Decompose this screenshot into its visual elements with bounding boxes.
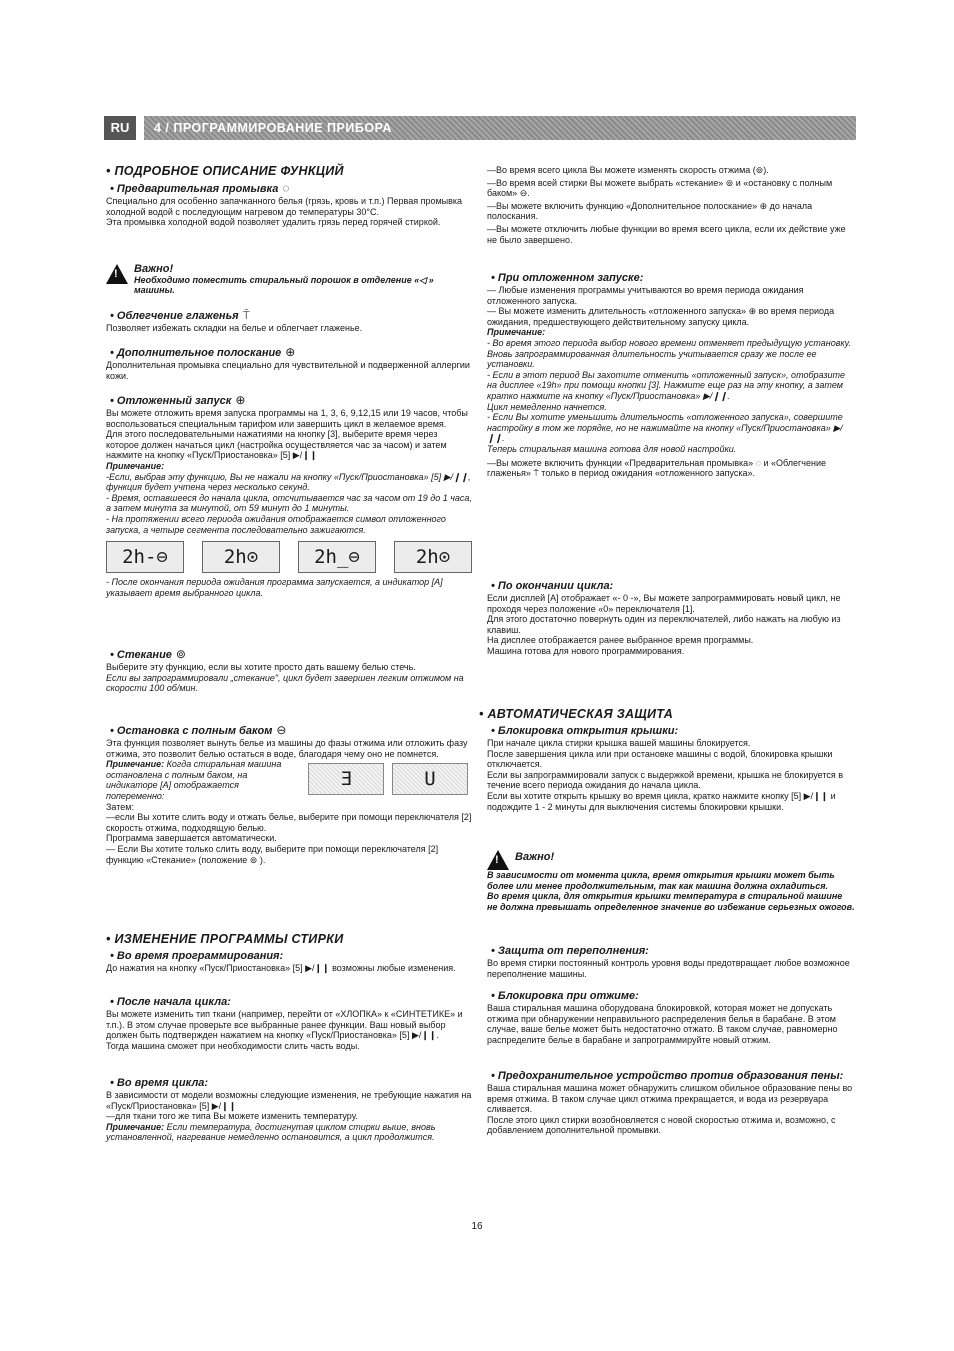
- section-title: 4 / ПРОГРАММИРОВАНИЕ ПРИБОРА: [144, 116, 856, 140]
- prog-section: [106, 950, 472, 974]
- option-line: —Во время всего цикла Вы можете изменять скорость отжима (⊚).: [487, 165, 769, 175]
- during-cycle-section: [106, 1077, 472, 1143]
- after-start-text-2: Тогда машина сможет при необходимости слить часть воды.: [106, 1040, 360, 1051]
- during-note-label: Примечание:: [106, 1121, 165, 1132]
- tank-note-row: [106, 759, 472, 801]
- prewash-heading: • Предварительная промывка ◌: [110, 181, 290, 195]
- prewash-text-2: Эта промывка холодной водой позволяет удалить грязь перед горячей стиркой.: [106, 217, 441, 228]
- end-text-3: На дисплее отображается ранее выбранное время программы.: [487, 635, 754, 646]
- delay-note-2: - Время, оставшееся до начала цикла, отсчитывается час за часом от 19 до 1 часа, а затем минута за минутой, от 59 минут до 1 минуты.: [106, 492, 472, 514]
- warning-label: Важно!: [515, 851, 555, 863]
- heading-change-program: • ИЗМЕНЕНИЕ ПРОГРАММЫ СТИРКИ: [106, 932, 344, 946]
- end-of-cycle-heading: • По окончании цикла:: [491, 580, 614, 592]
- foam-heading: • Предохранительное устройство против образования пены:: [491, 1070, 844, 1082]
- lid-text-1: При начале цикла стирки крышка вашей машины блокируется.: [487, 738, 751, 748]
- page-number: 16: [471, 1221, 483, 1232]
- after-start-heading: • После начала цикла:: [110, 996, 231, 1008]
- overflow-section: [487, 945, 855, 979]
- during-cycle-text: В зависимости от модели возможны следующие изменения, не требующие нажатия на «Пуск/Приостановка» [5] ▶/❙❙: [106, 1090, 472, 1111]
- drain-note: Если вы запрограммировали „стекание", цикл будет завершен легким отжимом на скорости 100 об/мин.: [106, 672, 464, 694]
- tank-note-label: Примечание:: [106, 759, 165, 770]
- display-sequence: [106, 541, 472, 573]
- delayed-note-2: - Если в этот период Вы захотите отменить «отложенный запуск», отобразите на дисплее «19h» при помощи кнопки [3]. Нажмите еще раз на эту кнопку, а затем кратко нажмите на кнопку «Пуск/Приостановка» ▶/❙❙.: [487, 369, 846, 401]
- option-line: —Вы можете отключить любые функции во время всего цикла, если их действие уже не было завершено.: [487, 223, 846, 245]
- warning-text-2: Во время цикла, для открытия крышки температура в стиральной машине не должна превышать определенное значение во избежание серьезных ожогов.: [487, 891, 855, 912]
- after-start-text: Вы можете изменить тип ткани (например, перейти от «ХЛОПКА» к «СИНТЕТИКЕ» и т.п.). В этом случае проверьте все выбранные ранее функции. Ваш новый выбор должен быть подтвержден нажатием на кнопку «Пуск/Приостановка» [5] ▶/❙❙.: [106, 1009, 463, 1041]
- after-start-section: [106, 996, 472, 1051]
- during-options: [487, 165, 855, 245]
- heading-auto-protection: • АВТОМАТИЧЕСКАЯ ЗАЩИТА: [479, 707, 674, 721]
- warning-text-1: В зависимости от момента цикла, время открытия крышки может быть более или менее продолжительным, так как машина должна охладиться.: [487, 870, 835, 891]
- display-readout: Ǝ: [308, 763, 384, 795]
- tank-option-2: — Если Вы хотите только слить воду, выберите при помощи переключателя [2] функцию «Стекание» (положение ⊚ ).: [106, 843, 439, 865]
- prog-heading: • Во время программирования:: [110, 950, 284, 962]
- foam-section: [487, 1070, 855, 1136]
- delay-text-2: Для этого последовательными нажатиями на кнопку [3], выберите время через которое должен начаться цикл (настройка осуществляется час за часом) и затем нажмите на кнопку «Пуск/Приостановка» [5] ▶/❙❙: [106, 429, 447, 461]
- warning-icon: !: [106, 264, 128, 284]
- delayed-note-label: Примечание:: [487, 327, 546, 338]
- end-of-cycle-section: [487, 580, 855, 657]
- rinse-icon: ⊕: [285, 345, 296, 359]
- delayed-text-2: — Вы можете изменить длительность «отложенного запуска» ⊕ во время периода ожидания, предшествующего действительному запуску цикла.: [487, 306, 835, 327]
- tank-heading: • Остановка с полным баком ⊖: [110, 723, 287, 737]
- tank-text: Эта функция позволяет вынуть белье из машины до фазы отжима или отложить фазу отжима, это позволит белью остаться в воде, благодаря чему оно не помнется.: [106, 738, 468, 759]
- drain-section: [106, 648, 472, 694]
- lid-lock-section: [487, 725, 855, 812]
- delayed-heading: • При отложенном запуске:: [491, 272, 644, 284]
- warning-label: Важно!: [134, 263, 174, 275]
- display-readout: 2h-⊖: [106, 541, 184, 573]
- delay-icon: ⊕: [235, 393, 246, 407]
- delay-heading: • Отложенный запуск ⊕: [110, 393, 246, 407]
- tank-option-1-b: Программа завершается автоматически.: [106, 833, 277, 844]
- foam-text-1: Ваша стиральная машина может обнаружить слишком обильное образование пены во время отжима. В таком случае цикл отжима прекращается, и вода из резервуара сливается.: [487, 1083, 853, 1115]
- delayed-note-3: - Если Вы хотите уменьшить длительность «отложенного запуска», совершите настройку в том же порядке, но не нажимайте на кнопку «Пуск/Приостановка» ▶/❙❙.: [487, 412, 843, 444]
- prewash-icon: ◌: [282, 181, 290, 195]
- delay-note-label: Примечание:: [106, 460, 165, 471]
- prewash-section: [106, 182, 472, 228]
- iron-icon: ⍑: [242, 308, 250, 322]
- delay-note-1: -Если, выбрав эту функцию, Вы не нажали на кнопку «Пуск/Приостановка» [5] ▶/❙❙, функция будет учтена через несколько секунд.: [106, 471, 471, 493]
- during-cycle-text-2: —для ткани того же типа Вы можете изменить температуру.: [106, 1111, 358, 1122]
- spin-lock-section: [487, 990, 855, 1045]
- option-line: —Вы можете включить функцию «Дополнительное полоскание» ⊕ до начала полоскания.: [487, 200, 813, 222]
- display-readout: U: [392, 763, 468, 795]
- rinse-section: [106, 346, 472, 381]
- warning-text: Необходимо поместить стиральный порошок в отделение «◁ » машины.: [134, 274, 434, 296]
- delay-note-3: - На протяжении всего периода ожидания отображается символ отложенного запуска, а четыре сегмента последовательно зажигаются.: [106, 513, 446, 535]
- end-text-4: Машина готова для нового программирования.: [487, 645, 685, 656]
- prewash-text: Специально для особенно запачканного белья (грязь, кровь и т.п.) Первая промывка холодной водой с последующим нагревом до температуры 30°С.: [106, 196, 463, 217]
- delayed-note-1: - Во время этого периода выбор нового времени отменяет предыдущую установку. Вновь запрограммированная длительность учитывается сразу же после ее установки.: [487, 337, 852, 370]
- rinse-heading: • Дополнительное полоскание ⊕: [110, 345, 296, 359]
- drain-text: Выберите эту функцию, если вы хотите просто дать вашему белью стечь.: [106, 662, 416, 672]
- section-banner: [104, 116, 856, 140]
- delayed-text-1: — Любые изменения программы учитываются во время периода ожидания отложенного запуска.: [487, 285, 804, 306]
- delay-text: Вы можете отложить время запуска программы на 1, 3, 6, 9,12,15 или 19 часов, чтобы воспользоваться специальным тарифом или завершить цикл в желаемое время.: [106, 408, 468, 429]
- delayed-section: [487, 272, 855, 479]
- warning-box: [106, 264, 472, 296]
- lid-text-2: После завершения цикла или при остановке машины с водой, блокировка крышки отключается.: [487, 748, 833, 770]
- delay-section: [106, 394, 472, 598]
- tank-section: [106, 724, 472, 865]
- during-cycle-heading: • Во время цикла:: [110, 1077, 209, 1089]
- delayed-note-3b: Теперь стиральная машина готова для новой настройки.: [487, 443, 737, 454]
- ironing-heading: • Облегчение глаженья ⍑: [110, 308, 250, 322]
- spin-lock-heading: • Блокировка при отжиме:: [491, 990, 639, 1002]
- heading-functions: • ПОДРОБНОЕ ОПИСАНИЕ ФУНКЦИЙ: [106, 164, 344, 178]
- lid-lock-heading: • Блокировка открытия крышки:: [491, 725, 679, 737]
- prog-text: До нажатия на кнопку «Пуск/Приостановка» [5] ▶/❙❙ возможны любые изменения.: [106, 963, 456, 973]
- spin-lock-text: Ваша стиральная машина оборудована блокировкой, которая может не допускать отжима при обнаружении неправильного распределения белья в барабане. В этом случае, ваше белье может быть недостаточно отжато. В таком случае, равномерно распределите белье в барабане и запрограммируйте новый отжим.: [487, 1003, 838, 1045]
- end-text-2: Для этого достаточно повернуть один из переключателей, либо нажать на любую из клавиш.: [487, 614, 841, 635]
- then-label: Затем:: [106, 801, 134, 812]
- option-line: —Во время всей стирки Вы можете выбрать «стекание» ⊚ и «остановку с полным баком» ⊖.: [487, 177, 833, 199]
- lid-text-4: Если вы хотите открыть крышку во время цикла, кратко нажмите кнопку [5] ▶/❙❙ и подождите 1 - 2 минуты для выключения системы блокировки крышки.: [487, 790, 836, 812]
- rinse-text: Дополнительная промывка специально для чувствительной и подверженной аллергии кожи.: [106, 360, 470, 381]
- warning-icon: !: [487, 850, 509, 870]
- lid-text-3: Если вы запрограммировали запуск с выдержкой времени, крышка не блокируется в течение всего периода ожидания до начала цикла.: [487, 769, 844, 791]
- delay-note-4: - После окончания периода ожидания программа запускается, а индикатор [A] указывает время выбранного цикла.: [106, 577, 443, 598]
- warning-box-2: [487, 850, 855, 912]
- during-note: Если температура, достигнутая циклом стирки выше, вновь установленной, нагревание немедленно остановится, а цикл продолжится.: [106, 1121, 436, 1143]
- language-badge: RU: [104, 116, 136, 140]
- display-readout: 2h⊙: [394, 541, 472, 573]
- tank-note: Когда стиральная машина остановлена с полным баком, на индикаторе [A] отображается попеременно:: [106, 759, 282, 801]
- delayed-text-3: —Вы можете включить функции «Предварительная промывка» ◌ и «Облегчение глаженья» ⍑ только в период ожидания «отложенного запуска».: [487, 457, 827, 479]
- overflow-text: Во время стирки постоянный контроль уровня воды предотвращает любое возможное переполнение машины.: [487, 958, 850, 979]
- delayed-note-2b: Цикл немедленно начнется.: [487, 401, 607, 412]
- tank-option-1: —если Вы хотите слить воду и отжать белье, выберите при помощи переключателя [2] скорость отжима, подходящую белью.: [106, 812, 472, 833]
- tank-icon: ⊖: [276, 723, 287, 737]
- foam-text-2: После этого цикл стирки возобновляется с новой скоростью отжима и, возможно, с добавлением дополнительной промывки.: [487, 1114, 836, 1136]
- drain-icon: ⊚: [175, 647, 186, 661]
- ironing-text: Позволяет избежать складки на белье и облегчает глаженье.: [106, 323, 363, 333]
- overflow-heading: • Защита от переполнения:: [491, 945, 649, 957]
- ironing-section: [106, 309, 472, 334]
- display-readout: 2h_⊖: [298, 541, 376, 573]
- end-text-1: Если дисплей [A] отображает «- 0 -», Вы можете запрограммировать новый цикл, не проходя через положение «0» переключателя [1].: [487, 593, 841, 614]
- drain-heading: • Стекание ⊚: [110, 647, 186, 661]
- display-readout: 2h⊙: [202, 541, 280, 573]
